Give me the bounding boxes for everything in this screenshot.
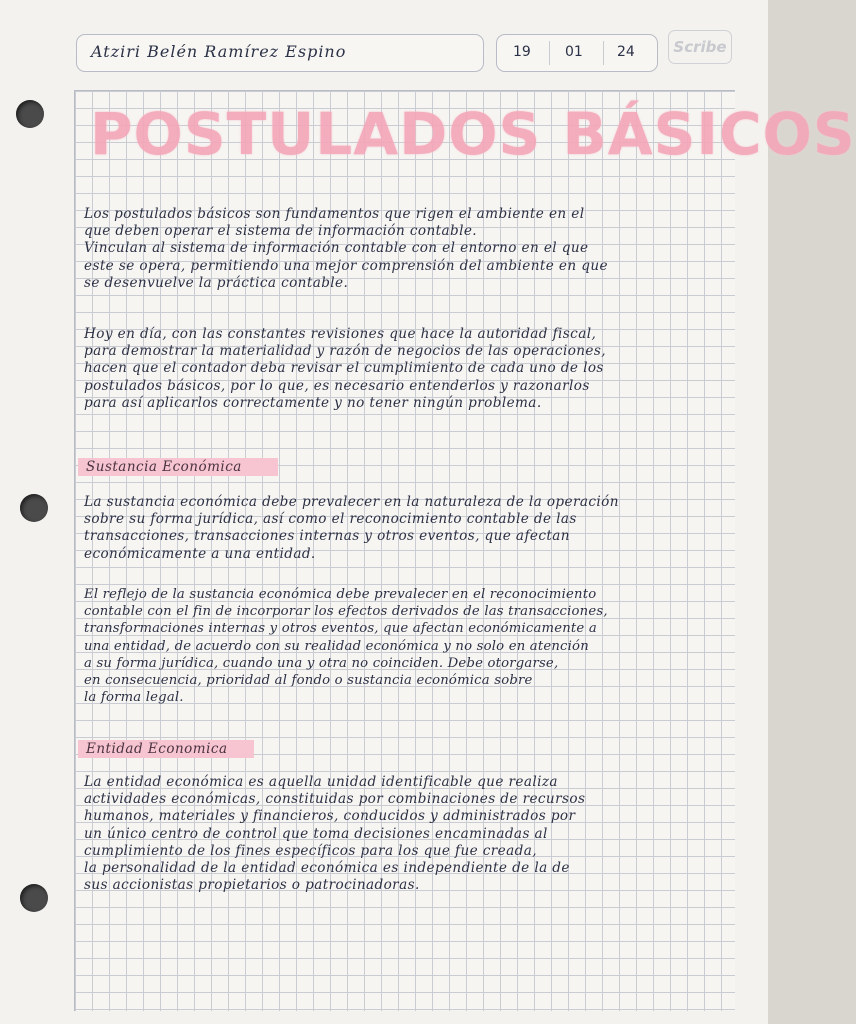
text-line: postulados básicos, por lo que, es necesario entenderlos y razonarlos: [84, 377, 590, 394]
text-line: para demostrar la materialidad y razón de negocios de las operaciones,: [84, 343, 606, 360]
text-line: Los postulados básicos son fundamentos que rigen el ambiente en el: [84, 206, 585, 222]
date-month: 01: [565, 44, 583, 60]
text-line: actividades económicas, constituidas por combinaciones de recursos: [84, 791, 586, 808]
text-line: a su forma jurídica, cuando una y otra no coinciden. Debe otorgarse,: [84, 655, 559, 671]
text-line: que deben operar el sistema de información contable.: [84, 223, 478, 240]
text-line: hacen que el contador deba revisar el cumplimiento de cada uno de los: [84, 360, 604, 377]
text-line: este se opera, permitiendo una mejor comprensión del ambiente en que: [84, 257, 608, 274]
intro-paragraph-2: [84, 326, 734, 412]
binder-hole-top: [16, 100, 44, 128]
brand-logo: Scribe: [668, 30, 732, 64]
entidad-paragraph-1: [84, 774, 734, 894]
text-line: sus accionistas propietarios o patrocinadoras.: [84, 877, 420, 894]
section-heading-sustancia: Sustancia Económica: [78, 458, 278, 476]
intro-paragraph-1: [84, 206, 734, 292]
text-line: para así aplicarlos correctamente y no tener ningún problema.: [84, 394, 542, 411]
text-line: humanos, materiales y financieros, conducidos y administrados por: [84, 808, 576, 825]
text-line: Hoy en día, con las constantes revisiones que hace la autoridad fiscal,: [84, 326, 597, 342]
date-field: [496, 34, 658, 72]
text-line: la forma legal.: [84, 690, 184, 706]
text-line: transacciones, transacciones internas y otros eventos, que afectan: [84, 528, 570, 545]
sustancia-paragraph-2: [84, 586, 734, 706]
text-line: la personalidad de la entidad económica es independiente de la de: [84, 860, 570, 877]
text-line: una entidad, de acuerdo con su realidad económica y no solo en atención: [84, 638, 589, 654]
text-line: contable con el fin de incorporar los efectos derivados de las transacciones,: [84, 604, 608, 620]
student-name: Atziri Belén Ramírez Espino: [91, 42, 347, 61]
text-line: económicamente a una entidad.: [84, 545, 316, 562]
section-heading-entidad: Entidad Economica: [78, 740, 254, 758]
text-line: sobre su forma jurídica, así como el reconocimiento contable de las: [84, 511, 577, 528]
text-line: cumplimiento de los fines específicos para los que fue creada,: [84, 842, 537, 859]
text-line: transformaciones internas y otros eventos, que afectan económicamente a: [84, 621, 597, 637]
binder-hole-middle: [20, 494, 48, 522]
date-year: 24: [617, 44, 635, 60]
text-line: un único centro de control que toma decisiones encaminadas al: [84, 825, 548, 842]
text-line: se desenvuelve la práctica contable.: [84, 274, 349, 291]
text-line: La entidad económica es aquella unidad identificable que realiza: [84, 774, 558, 790]
binder-hole-bottom: [20, 884, 48, 912]
text-line: El reflejo de la sustancia económica debe prevalecer en el reconocimiento: [84, 587, 597, 602]
date-divider: [549, 41, 550, 65]
text-line: Vinculan al sistema de información contable con el entorno en el que: [84, 240, 589, 257]
date-day: 19: [513, 44, 531, 60]
name-field: [76, 34, 484, 72]
page-title: POSTULADOS BÁSICOS: [90, 100, 856, 168]
text-line: en consecuencia, prioridad al fondo o sustancia económica sobre: [84, 673, 533, 689]
date-divider: [603, 41, 604, 65]
text-line: La sustancia económica debe prevalecer en la naturaleza de la operación: [84, 494, 619, 510]
sustancia-paragraph-1: [84, 494, 734, 563]
